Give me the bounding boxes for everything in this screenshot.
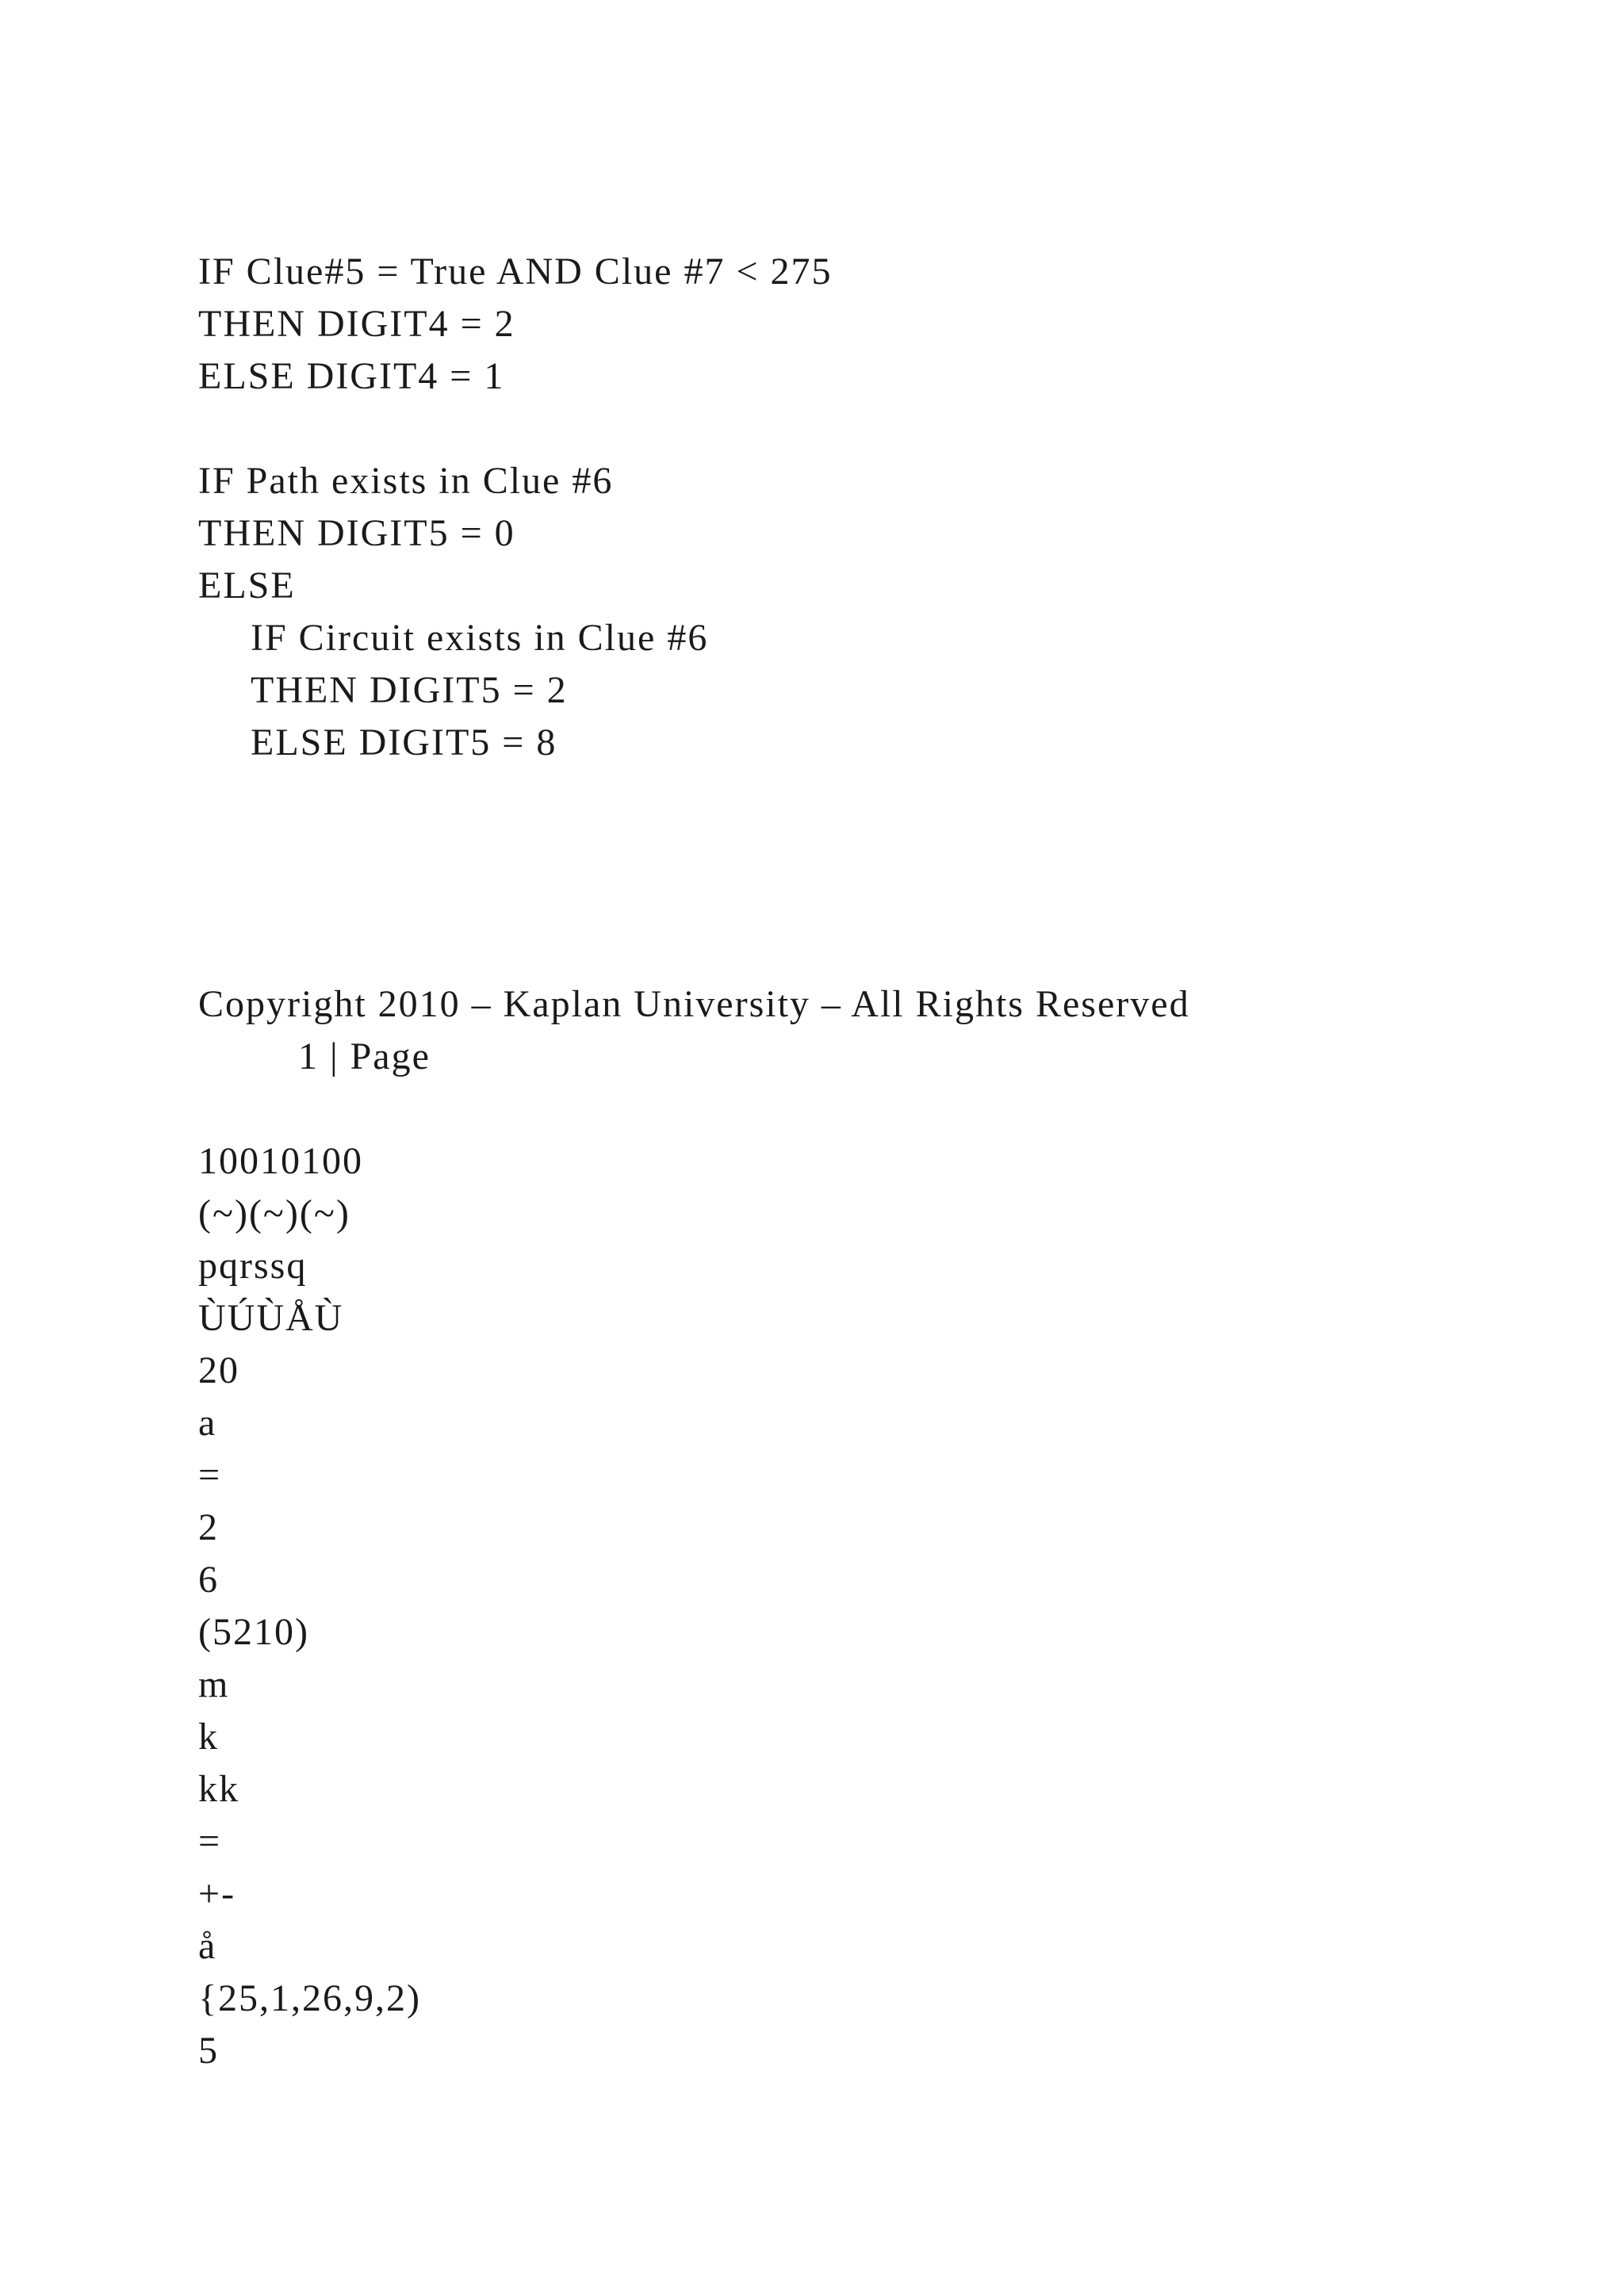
page-footer [198, 978, 1190, 1083]
fragment-line: = [198, 1454, 222, 1496]
fragment-line: 2 [198, 1506, 219, 1548]
copyright-notice: Copyright 2010 – Kaplan University – All Rights Reserved [198, 983, 1190, 1025]
fragment-line: 20 [198, 1349, 239, 1391]
code-line: THEN DIGIT4 = 2 [198, 303, 515, 345]
code-line-indented: ELSE DIGIT5 = 8 [251, 721, 557, 763]
code-line-indented: IF Circuit exists in Clue #6 [251, 617, 709, 659]
code-line: ELSE [198, 564, 296, 607]
blank-line [198, 403, 1190, 455]
code-line-indented: THEN DIGIT5 = 2 [251, 669, 568, 711]
code-line: THEN DIGIT5 = 0 [198, 512, 515, 554]
fragment-line: ÙÚÙÅÙ [198, 1297, 344, 1339]
document-body [198, 246, 1190, 2077]
fragment-line: m [198, 1663, 230, 1705]
fragment-line: (~)(~)(~) [198, 1192, 350, 1234]
fragment-line: 6 [198, 1559, 219, 1601]
fragment-line: pqrssq [198, 1245, 308, 1287]
fragment-line: 5 [198, 2030, 219, 2072]
blank-line [198, 1083, 1190, 1135]
code-line: ELSE DIGIT4 = 1 [198, 355, 505, 397]
page-number: 1 | Page [298, 1035, 431, 1077]
fragment-line: +- [198, 1873, 236, 1915]
fragment-line: {25,1,26,9,2) [198, 1977, 422, 2019]
fragment-line: å [198, 1925, 217, 1967]
fragment-line: 10010100 [198, 1140, 363, 1182]
code-line: IF Path exists in Clue #6 [198, 460, 614, 502]
code-line: IF Clue#5 = True AND Clue #7 < 275 [198, 251, 833, 293]
fragment-list [198, 1135, 1190, 2077]
fragment-line: kk [198, 1768, 239, 1810]
fragment-line: (5210) [198, 1611, 309, 1653]
fragment-line: k [198, 1716, 219, 1758]
blank-space [198, 769, 1190, 978]
fragment-line: = [198, 1820, 222, 1862]
code-block-digit4 [198, 246, 1190, 403]
code-block-digit5 [198, 455, 1190, 769]
fragment-line: a [198, 1402, 217, 1444]
